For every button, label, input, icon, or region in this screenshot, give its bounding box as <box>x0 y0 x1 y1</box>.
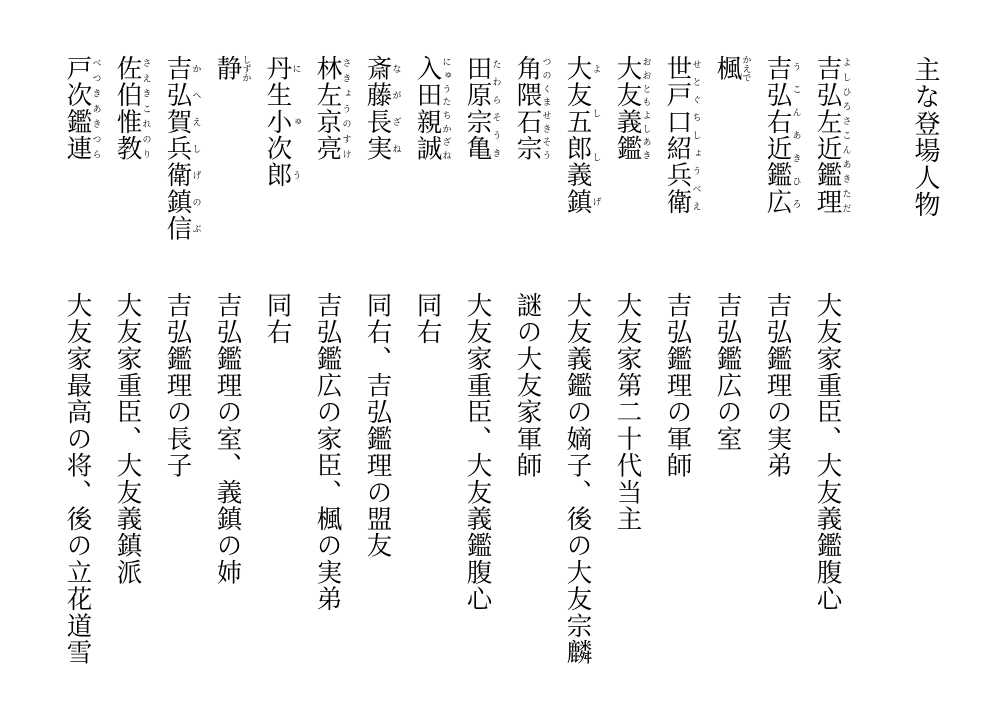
character-name: 吉弘賀兵衛鎮信かへえしげのぶ <box>162 55 201 242</box>
character-description: 吉弘鑑理の長子 <box>162 292 193 479</box>
character-description: 吉弘鑑理の実弟 <box>762 292 793 479</box>
furigana-reading: さきょうのすけ <box>340 55 351 162</box>
furigana-reading: ながざね <box>390 55 401 162</box>
furigana-reading: しずか <box>240 55 251 82</box>
furigana-reading: うこんあきひろ <box>790 55 801 216</box>
furigana-reading: にゅう <box>290 55 301 189</box>
furigana-reading: よししげ <box>590 55 601 216</box>
character-name: 丹生小次郎にゅう <box>262 55 301 189</box>
furigana-reading: たわらそうき <box>490 55 501 162</box>
furigana-reading: おおともよしあき <box>640 55 651 162</box>
character-name: 大友義鑑おおともよしあき <box>612 55 651 162</box>
page-title: 主な登場人物 <box>910 56 940 218</box>
character-name: 吉弘右近鑑広うこんあきひろ <box>762 55 801 216</box>
furigana-reading: べつきあきつら <box>90 55 101 162</box>
character-name: 楓かえで <box>712 55 751 82</box>
character-name: 大友五郎義鎮よししげ <box>562 55 601 216</box>
furigana-reading: せとぐちしょうべえ <box>690 55 701 216</box>
character-name: 世戸口紹兵衛せとぐちしょうべえ <box>662 55 701 216</box>
character-description: 大友家重臣、大友義鎮派 <box>112 292 143 586</box>
furigana-reading: さえきこれのり <box>140 55 151 162</box>
character-name: 入田親誠にゅうたちかざね <box>412 55 451 162</box>
character-description: 吉弘鑑広の室 <box>712 292 743 453</box>
character-name: 田原宗亀たわらそうき <box>462 55 501 162</box>
character-description: 同右 <box>262 292 293 346</box>
furigana-reading: にゅうたちかざね <box>440 55 451 162</box>
furigana-reading: つのくませきそう <box>540 55 551 162</box>
furigana-reading: よしひろさこんあきただ <box>840 55 851 216</box>
furigana-reading: かえで <box>740 55 751 82</box>
character-description: 吉弘鑑理の室、義鎮の姉 <box>212 292 243 586</box>
character-description: 吉弘鑑広の家臣、楓の実弟 <box>312 292 343 613</box>
character-name: 斎藤長実ながざね <box>362 55 401 162</box>
character-description: 同右、吉弘鑑理の盟友 <box>362 292 393 559</box>
character-name: 静しずか <box>212 55 251 82</box>
character-name: 角隈石宗つのくませきそう <box>512 55 551 162</box>
character-description: 吉弘鑑理の軍師 <box>662 292 693 479</box>
character-name: 戸次鑑連べつきあきつら <box>62 55 101 162</box>
character-description: 大友家最高の将、後の立花道雪 <box>62 292 93 666</box>
character-description: 大友義鑑の嫡子、後の大友宗麟 <box>562 292 593 666</box>
furigana-reading: かへえしげのぶ <box>190 55 201 242</box>
character-description: 大友家第二十代当主 <box>612 292 643 533</box>
character-description: 大友家重臣、大友義鑑腹心 <box>462 292 493 613</box>
character-name: 吉弘左近鑑理よしひろさこんあきただ <box>812 55 851 216</box>
character-description: 大友家重臣、大友義鑑腹心 <box>812 292 843 613</box>
character-description: 同右 <box>412 292 443 346</box>
character-name: 林左京亮さきょうのすけ <box>312 55 351 162</box>
character-description: 謎の大友家軍師 <box>512 292 543 479</box>
character-name: 佐伯惟教さえきこれのり <box>112 55 151 162</box>
